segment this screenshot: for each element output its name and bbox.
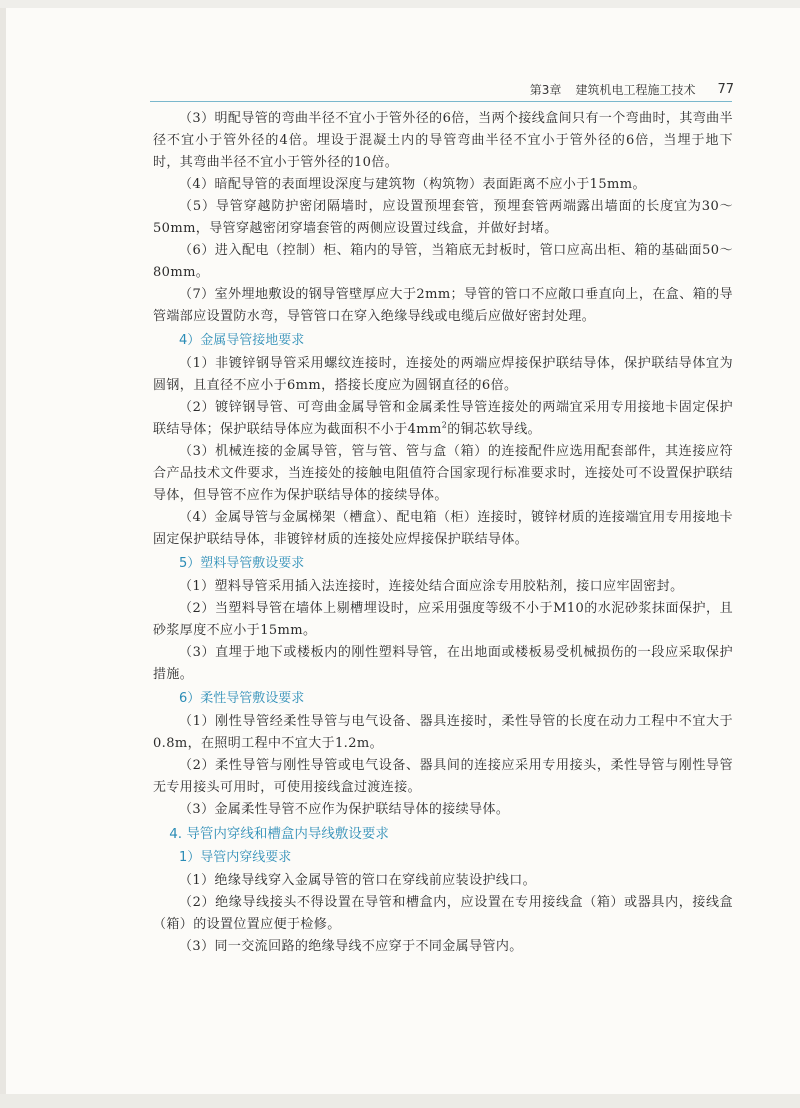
running-header: [140, 78, 734, 100]
paragraph: （7）室外埋地敷设的钢导管壁厚应大于2mm；导管的管口不应敞口垂直向上，在盒、箱的导管端部应设置防水弯，导管管口在穿入绝缘导线或电缆后应做好密封处理。: [153, 287, 733, 324]
section-heading: 4. 导管内穿线和槽盒内导线敷设要求: [169, 826, 389, 842]
superscript: 2: [441, 420, 448, 430]
paragraph: （1）非镀锌钢导管采用螺纹连接时，连接处的两端应焊接保护联结导体，保护联结导体宜为圆钢，且直径不应小于6mm，搭接长度应为圆钢直径的6倍。: [153, 356, 733, 393]
paragraph: （6）进入配电（控制）柜、箱内的导管，当箱底无封板时，管口应高出柜、箱的基础面50～80mm。: [153, 243, 733, 280]
page-body: [153, 108, 733, 958]
paragraph: （1）塑料导管采用插入法连接时，连接处结合面应涂专用胶粘剂，接口应牢固密封。: [179, 579, 684, 594]
paragraph: （3）同一交流回路的绝缘导线不应穿于不同金属导管内。: [179, 939, 523, 954]
subsection-heading: 4）金属导管接地要求: [179, 333, 305, 348]
paragraph: （1）刚性导管经柔性导管与电气设备、器具连接时，柔性导管的长度在动力工程中不宜大于0.8m，在照明工程中不宜大于1.2m。: [153, 714, 733, 751]
paragraph: （3）明配导管的弯曲半径不宜小于管外径的6倍，当两个接线盒间只有一个弯曲时，其弯曲半径不宜小于管外径的4倍。埋设于混凝土内的导管弯曲半径不宜小于管外径的6倍，当埋于地下时，其弯曲半径不宜小于管外径的10倍。: [153, 111, 733, 170]
paragraph: （3）金属柔性导管不应作为保护联结导体的接续导体。: [179, 802, 510, 817]
page-number: 77: [717, 81, 734, 97]
page-left-edge: [0, 0, 6, 1108]
paragraph-text: （2）镀锌钢导管、可弯曲金属导管和金属柔性导管连接处的两端宜采用专用接地卡固定保护联结导体；保护联结导体应为截面积不小于4mm: [153, 400, 733, 437]
paragraph: （2）当塑料导管在墙体上剔槽埋设时，应采用强度等级不小于M10的水泥砂浆抹面保护，且砂浆厚度不应小于15mm。: [153, 601, 733, 638]
paragraph: （4）金属导管与金属梯架（槽盒）、配电箱（柜）连接时，镀锌材质的连接端宜用专用接地卡固定保护联结导体，非镀锌材质的连接处应焊接保护联结导体。: [153, 510, 733, 547]
paragraph: [153, 397, 733, 441]
page-bottom-edge: [0, 1094, 800, 1108]
paragraph: （1）绝缘导线穿入金属导管的管口在穿线前应装设护线口。: [179, 873, 537, 888]
paragraph: （3）直埋于地下或楼板内的刚性塑料导管，在出地面或楼板易受机械损伤的一段应采取保护措施。: [153, 645, 733, 682]
subsection-heading: 5）塑料导管敷设要求: [179, 556, 305, 571]
subsection-heading: 1）导管内穿线要求: [179, 850, 292, 865]
paragraph-text: 的铜芯软导线。: [447, 422, 542, 437]
paragraph: （2）绝缘导线接头不得设置在导管和槽盒内，应设置在专用接线盒（箱）或器具内，接线盒（箱）的设置位置应便于检修。: [153, 895, 733, 932]
paragraph: （4）暗配导管的表面埋设深度与建筑物（构筑物）表面距离不应小于15mm。: [179, 177, 646, 192]
paragraph: （5）导管穿越防护密闭隔墙时，应设置预埋套管，预埋套管两端露出墙面的长度宜为30～50mm，导管穿越密闭穿墙套管的两侧应设置过线盒，并做好封堵。: [153, 199, 733, 236]
subsection-heading: 6）柔性导管敷设要求: [179, 691, 305, 706]
page-top-edge: [0, 0, 800, 8]
chapter-label: 第3章: [529, 82, 562, 97]
paragraph: （3）机械连接的金属导管，管与管、管与盒（箱）的连接配件应选用配套部件，其连接应符合产品技术文件要求，当连接处的接触电阻值符合国家现行标准要求时，连接处可不设置保护联结导体，但导管不应作为保护联结导体的接续导体。: [153, 444, 733, 503]
paragraph: （2）柔性导管与刚性导管或电气设备、器具间的连接应采用专用接头，柔性导管与刚性导管无专用接头可用时，可使用接线盒过渡连接。: [153, 758, 733, 795]
chapter-title: 建筑机电工程施工技术: [575, 82, 696, 97]
header-rule: [150, 101, 732, 102]
